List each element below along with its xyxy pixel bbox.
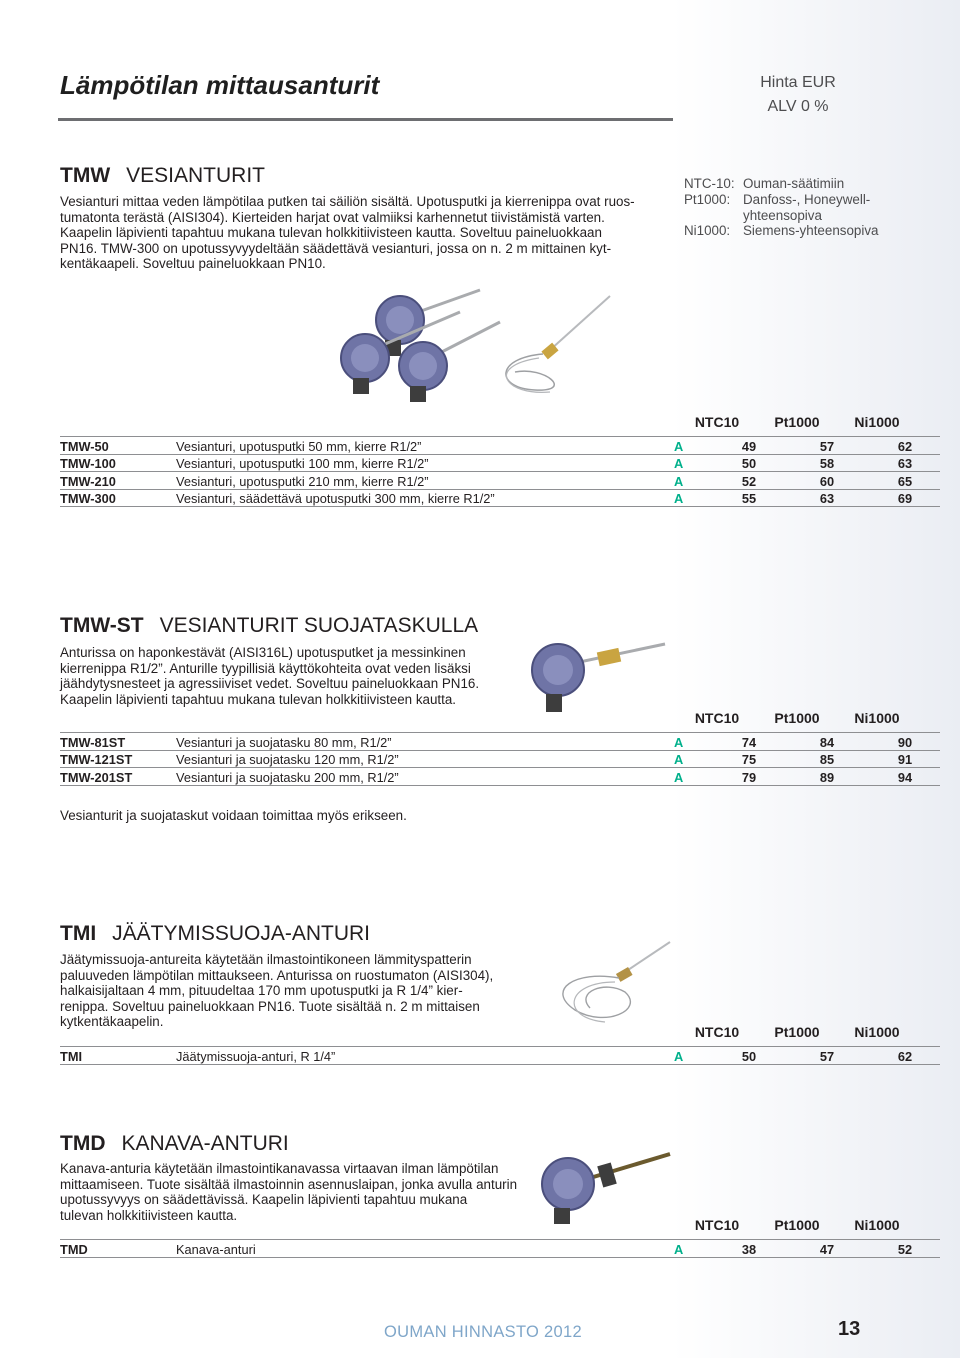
desc-line: Kanava-anturia käytetään ilmastointikanavassa virtaavan ilman lämpötilan [60, 1161, 499, 1176]
price-ntc10: 50 [714, 1047, 784, 1065]
section-code: TMW [60, 164, 111, 187]
header-divider [58, 118, 673, 121]
price-pt1000: 85 [792, 750, 862, 768]
desc-line: Kaapelin läpivienti tapahtuu mukana tulevan holkkitiivisteen kautta. [60, 691, 457, 707]
product-description: Vesianturi, upotusputki 50 mm, kierre R1/2” [176, 437, 674, 455]
section-heading: VESIANTURIT SUOJATASKULLA [159, 614, 479, 637]
section-code: TMD [60, 1132, 106, 1155]
legend-row [684, 176, 903, 192]
product-code: TMW-50 [60, 437, 176, 455]
product-description: Vesianturi, säädettävä upotusputki 300 mm, kierre R1/2” [176, 489, 674, 507]
legend-row [684, 192, 903, 208]
price-ntc10: 52 [714, 472, 784, 490]
legend-row [684, 223, 903, 239]
desc-line: paluuveden lämpötilan mittaukseen. Anturissa on ruostumaton (AISI304), [60, 967, 494, 983]
legend-value: Danfoss-, Honeywell- [743, 191, 871, 207]
column-header: Pt1000 [774, 710, 820, 726]
price-ni1000: 62 [870, 1047, 940, 1065]
section-heading: VESIANTURIT [126, 164, 266, 187]
price-pt1000: 84 [792, 733, 862, 751]
legend-value: Siemens-yhteensopiva [743, 223, 879, 239]
legend-key [684, 208, 743, 224]
section-description-tmi [60, 952, 530, 1030]
product-class: A [674, 733, 714, 751]
legend-row [684, 208, 903, 224]
desc-line: Kaapelin läpivienti tapahtuu mukana tulevan holkkitiivisteen kautta. Soveltuu paineluokkaan [60, 225, 602, 240]
desc-line: Vesianturi mittaa veden lämpötilaa putken tai säiliön sisältä. Upotusputki ja kierrenippa ovat ruos- [60, 194, 635, 209]
price-pt1000: 63 [792, 489, 862, 507]
table-row [60, 1047, 940, 1065]
table-row [60, 750, 940, 768]
legend-value: yhteensopiva [743, 207, 822, 223]
section-code: TMI [60, 922, 97, 945]
desc-line: kytkentäkaapelin. [60, 1014, 164, 1029]
price-ni1000: 90 [870, 733, 940, 751]
product-code: TMW-210 [60, 472, 176, 490]
price-pt1000: 57 [792, 437, 862, 455]
section-heading: KANAVA-ANTURI [121, 1132, 289, 1155]
desc-line: Anturissa on haponkestävät (AISI316L) upotusputket ja messinkinen [60, 645, 466, 660]
product-class: A [674, 1047, 714, 1065]
product-class: A [674, 454, 714, 472]
vat-header: ALV 0 % [767, 98, 829, 115]
product-code: TMW-81ST [60, 733, 176, 751]
price-ni1000: 52 [870, 1240, 940, 1258]
section-description-tmwst [60, 645, 530, 707]
product-code: TMW-121ST [60, 750, 176, 768]
legend-key: Pt1000: [684, 191, 731, 207]
column-header: Ni1000 [854, 710, 900, 726]
price-ni1000: 63 [870, 454, 940, 472]
product-class: A [674, 472, 714, 490]
page-title: Lämpötilan mittausanturit [60, 70, 380, 100]
product-code: TMI [60, 1047, 176, 1065]
product-class: A [674, 489, 714, 507]
price-ni1000: 65 [870, 472, 940, 490]
section-description-tmd [60, 1161, 530, 1223]
desc-line: tumatonta terästä (AISI304). Kierteiden harjat ovat valmiiksi karhennetut tiivistämistä varten. [60, 209, 605, 225]
section-title-tmi [60, 922, 370, 946]
legend-value: Ouman-säätimiin [743, 176, 845, 191]
price-pt1000: 58 [792, 454, 862, 472]
desc-line: tulevan holkkitiivisteen kautta. [60, 1207, 238, 1223]
page-number: 13 [838, 1318, 861, 1340]
price-ntc10: 38 [714, 1240, 784, 1258]
price-header: Hinta EUR [760, 74, 836, 91]
product-class: A [674, 437, 714, 455]
section-code: TMW-ST [60, 614, 144, 637]
price-ni1000: 91 [870, 750, 940, 768]
column-headers-tmd [682, 1217, 912, 1237]
price-pt1000: 89 [792, 768, 862, 786]
tmi-sensor-image [535, 930, 675, 1030]
product-code: TMW-201ST [60, 768, 176, 786]
price-ntc10: 49 [714, 437, 784, 455]
table-row [60, 472, 940, 490]
cable-sensor-photo [506, 296, 610, 392]
product-class: A [674, 768, 714, 786]
product-class: A [674, 1240, 714, 1258]
legend-key: NTC-10: [684, 176, 735, 191]
column-header: NTC10 [694, 1024, 740, 1040]
column-header: NTC10 [694, 414, 740, 430]
product-code: TMW-300 [60, 489, 176, 507]
column-headers-tmwst [682, 710, 912, 730]
column-header: Ni1000 [854, 1217, 900, 1233]
table-row [60, 733, 940, 751]
section-title-tmwst [60, 614, 478, 638]
table-row [60, 454, 940, 472]
desc-line: Jäätymissuoja-antureita käytetään ilmastointikoneen lämmityspatterin [60, 952, 472, 967]
legend-key: Ni1000: [684, 223, 731, 239]
column-headers-tmw [682, 414, 912, 434]
price-table-tmwst [60, 732, 940, 786]
price-pt1000: 47 [792, 1240, 862, 1258]
desc-line: PN16. TMW-300 on upotussyvyydeltään säädettävä vesianturi, jossa on n. 2 m mittainen kyt- [60, 240, 612, 256]
section-title-tmw [60, 164, 265, 188]
price-ntc10: 55 [714, 489, 784, 507]
product-class: A [674, 750, 714, 768]
column-header: Pt1000 [774, 1024, 820, 1040]
price-ni1000: 69 [870, 489, 940, 507]
tmwst-sensor-image [520, 630, 670, 720]
price-ni1000: 62 [870, 437, 940, 455]
column-header: Pt1000 [774, 1217, 820, 1233]
product-description: Vesianturi, upotusputki 100 mm, kierre R1/2” [176, 454, 674, 472]
desc-line: kierrenippa R1/2”. Anturille tyypillisiä käyttökohteita ovat veden lisäksi [60, 660, 471, 676]
price-ntc10: 75 [714, 750, 784, 768]
product-code: TMW-100 [60, 454, 176, 472]
column-header: NTC10 [694, 710, 740, 726]
product-description: Kanava-anturi [176, 1240, 674, 1258]
price-pt1000: 60 [792, 472, 862, 490]
price-table-tmd [60, 1239, 940, 1258]
product-description: Vesianturi ja suojatasku 200 mm, R1/2” [176, 768, 674, 786]
column-headers-tmi [682, 1024, 912, 1044]
price-table-tmi [60, 1046, 940, 1065]
section-title-tmd [60, 1132, 289, 1156]
product-code: TMD [60, 1240, 176, 1258]
tmd-sensor-image [530, 1140, 680, 1230]
column-header: NTC10 [694, 1217, 740, 1233]
price-table-tmw [60, 436, 940, 507]
product-description: Jäätymissuoja-anturi, R 1/4” [176, 1047, 674, 1065]
price-ntc10: 79 [714, 768, 784, 786]
desc-line: kentäkaapeli. Soveltuu paineluokkaan PN10. [60, 256, 326, 271]
table-row [60, 768, 940, 786]
desc-line: halkaisijaltaan 4 mm, pituudeltaa 170 mm upotusputki ja R 1/4” kier- [60, 983, 463, 998]
sensor-type-legend [684, 176, 903, 239]
price-ntc10: 74 [714, 733, 784, 751]
column-header: Ni1000 [854, 1024, 900, 1040]
section-description-tmw [60, 194, 660, 272]
price-ntc10: 50 [714, 454, 784, 472]
tmw-sensors-image [335, 288, 635, 408]
table-row [60, 437, 940, 455]
column-header: Pt1000 [774, 414, 820, 430]
price-ni1000: 94 [870, 768, 940, 786]
section-heading: JÄÄTYMISSUOJA-ANTURI [112, 922, 371, 945]
desc-line: upotussyvyys on säädettävissä. Kaapelin läpivienti tapahtuu mukana [60, 1192, 468, 1207]
desc-line: renippa. Soveltuu paineluokkaan PN16. Tuote sisältää n. 2 m mittaisen [60, 998, 480, 1014]
table-row [60, 1240, 940, 1258]
desc-line: mittaamiseen. Tuote sisältää ilmastoinnin asennuslaipan, jonka avulla anturin [60, 1176, 518, 1192]
separate-delivery-note: Vesianturit ja suojataskut voidaan toimittaa myös erikseen. [60, 808, 407, 823]
product-description: Vesianturi ja suojatasku 120 mm, R1/2” [176, 750, 674, 768]
product-description: Vesianturi ja suojatasku 80 mm, R1/2” [176, 733, 674, 751]
table-row [60, 489, 940, 507]
desc-line: jäähdytysnesteet ja agressiiviset vedet. Soveltuu paineluokkaan PN16. [60, 676, 480, 691]
product-description: Vesianturi, upotusputki 210 mm, kierre R1/2” [176, 472, 674, 490]
column-header: Ni1000 [854, 414, 900, 430]
price-pt1000: 57 [792, 1047, 862, 1065]
footer-brand: OUMAN HINNASTO 2012 [384, 1323, 582, 1341]
